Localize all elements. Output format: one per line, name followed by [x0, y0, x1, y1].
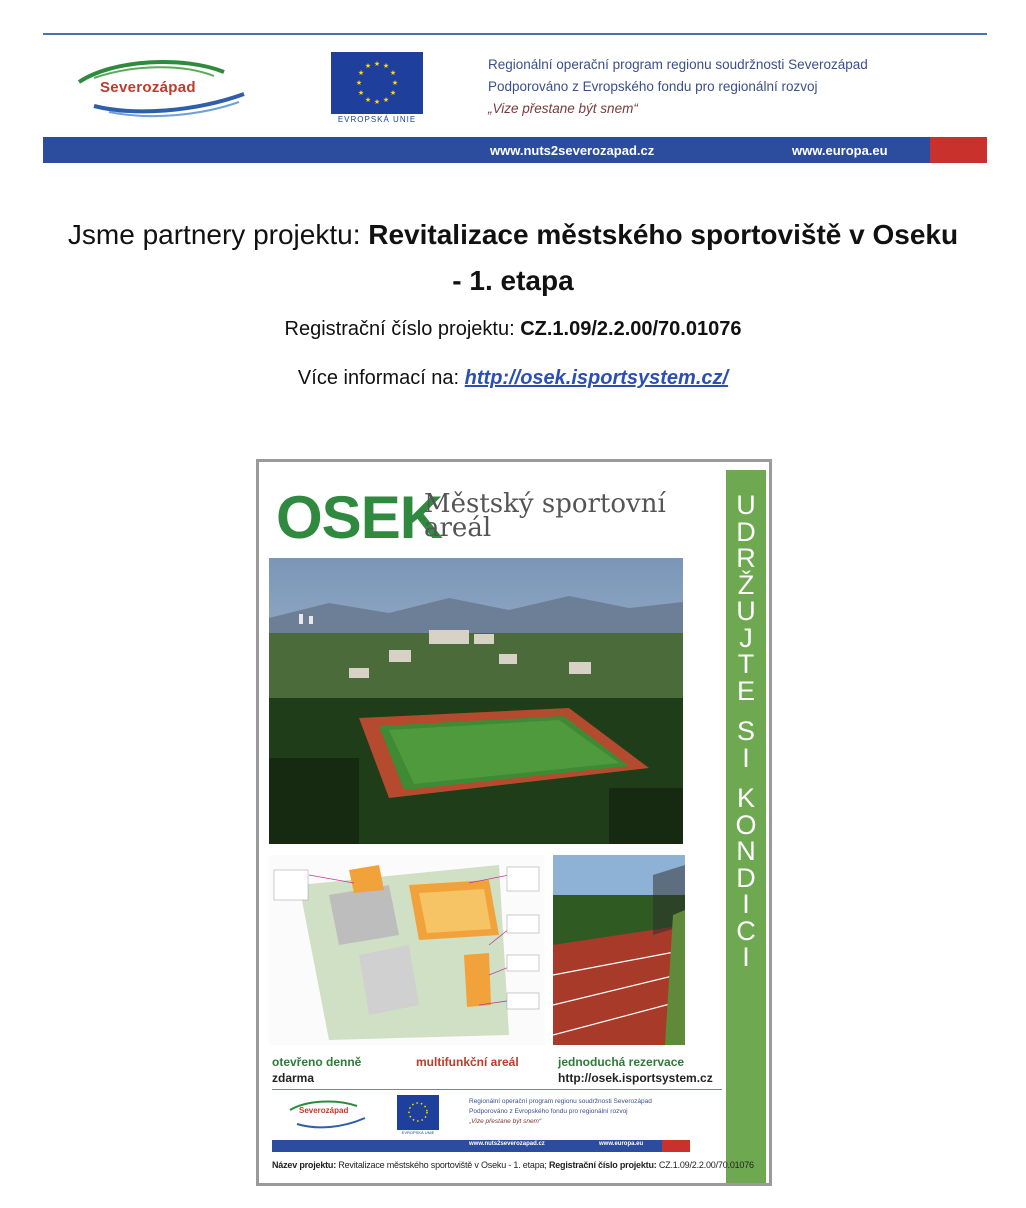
eu-logo [331, 52, 423, 126]
svg-text:★: ★ [364, 96, 372, 104]
caption-multifunctional: multifunkční areál [416, 1055, 519, 1069]
poster-motto-line: „Vize přestane být snem“ [469, 1118, 542, 1125]
svg-text:★: ★ [357, 69, 365, 77]
support-line: Podporováno z Evropského fondu pro regionální rozvoj [488, 79, 818, 94]
slogan-letter: J [739, 622, 753, 653]
registration-line [0, 318, 1026, 341]
poster-subtitle-line1: Městský sportovní [424, 489, 666, 519]
rop-text-block [488, 54, 868, 120]
svg-text:★: ★ [389, 89, 397, 97]
slogan-letter: O [735, 809, 757, 840]
project-name: Revitalizace městského sportoviště v Oseku [368, 219, 959, 250]
running-track-photo [553, 855, 685, 1045]
info-label: Více informací na: [297, 367, 465, 389]
poster-url-europa: www.europa.eu [599, 1141, 644, 1147]
footnote-label-project: Název projektu: [272, 1160, 339, 1170]
poster-subtitle [424, 489, 666, 543]
slogan-letter: I [742, 942, 750, 972]
poster-severozapad-logo [287, 1098, 367, 1132]
poster-eu-caption: EVROPSKÁ UNIE [401, 1130, 435, 1135]
header-url-europa[interactable]: www.europa.eu [792, 143, 888, 158]
slogan-letter: E [736, 675, 755, 706]
svg-text:★: ★ [389, 69, 397, 77]
page-title [40, 212, 986, 304]
footnote-project: Revitalizace městského sportoviště v Oseku - 1. etapa; [338, 1160, 549, 1170]
slogan-letter: K [736, 783, 755, 813]
slogan-letter: D [736, 516, 756, 547]
header-red-bar [930, 137, 987, 163]
caption-booking [558, 1054, 713, 1086]
registration-number: CZ.1.09/2.2.00/70.01076 [520, 318, 742, 340]
slogan-letter: S [736, 716, 755, 746]
slogan-letter: D [736, 862, 756, 893]
site-plan-map [269, 855, 545, 1045]
poster-footer-rule [272, 1089, 722, 1090]
poster-rop-text [469, 1097, 652, 1127]
slogan-letter: Ž [737, 569, 755, 600]
vertical-slogan-strip [726, 470, 766, 1183]
vertical-slogan [726, 492, 766, 971]
header-url-nuts2[interactable]: www.nuts2severozapad.cz [490, 143, 655, 158]
poster [256, 459, 772, 1186]
header-top-rule [43, 33, 987, 35]
poster-url-nuts2: www.nuts2severozapad.cz [469, 1141, 545, 1147]
svg-text:★: ★ [364, 62, 372, 70]
severozapad-logo-text: Severozápad [100, 79, 196, 96]
slogan-letter: I [742, 889, 750, 919]
registration-label: Registrační číslo projektu: [284, 318, 521, 340]
project-website-link[interactable]: http://osek.isportsystem.cz/ [464, 367, 729, 389]
slogan-letter: T [737, 649, 755, 679]
slogan-letter: R [736, 543, 756, 573]
caption-open-label: otevřeno denně [272, 1055, 362, 1069]
eu-caption: EVROPSKÁ UNIE [337, 115, 417, 124]
town-aerial-photo [269, 558, 683, 844]
poster-program-line: Regionální operační program regionu soudržnosti Severozápad [469, 1098, 652, 1105]
eu-flag-icon [331, 52, 423, 114]
motto-line: „Vize přestane být snem“ [488, 101, 638, 116]
poster-red-bar [662, 1140, 690, 1152]
slogan-letter: I [742, 742, 750, 773]
poster-footnote [272, 1160, 754, 1170]
poster-eu-flag-icon [397, 1095, 439, 1130]
caption-free-label: zdarma [272, 1071, 315, 1085]
poster-subtitle-line2: areál [424, 513, 492, 543]
title-prefix: Jsme partnery projektu: [67, 219, 369, 250]
caption-booking-label: jednoduchá rezervace [558, 1055, 685, 1069]
project-phase: - 1. etapa [452, 265, 574, 296]
caption-booking-url: http://osek.isportsystem.cz [558, 1071, 713, 1085]
poster-logo-text: Severozápad [299, 1106, 349, 1115]
poster-title: OSEK [276, 484, 443, 551]
svg-text:★: ★ [382, 62, 390, 70]
svg-text:★: ★ [391, 79, 399, 87]
svg-text:★: ★ [382, 96, 390, 104]
footnote-label-reg: Registrační číslo projektu: [548, 1160, 659, 1170]
slogan-letter: U [736, 490, 756, 520]
poster-support-line: Podporováno z Evropského fondu pro regionální rozvoj [469, 1108, 628, 1115]
info-line [0, 367, 1026, 390]
svg-text:★: ★ [355, 79, 363, 87]
footnote-number: CZ.1.09/2.2.00/70.01076 [658, 1160, 754, 1170]
slogan-letter: C [736, 915, 756, 946]
caption-open-daily [272, 1054, 361, 1086]
slogan-letter: N [736, 836, 756, 866]
program-line: Regionální operační program regionu soudržnosti Severozápad [488, 57, 868, 72]
svg-text:★: ★ [373, 60, 381, 68]
svg-text:★: ★ [373, 98, 381, 106]
svg-text:★: ★ [357, 89, 365, 97]
slogan-letter: U [736, 596, 756, 626]
